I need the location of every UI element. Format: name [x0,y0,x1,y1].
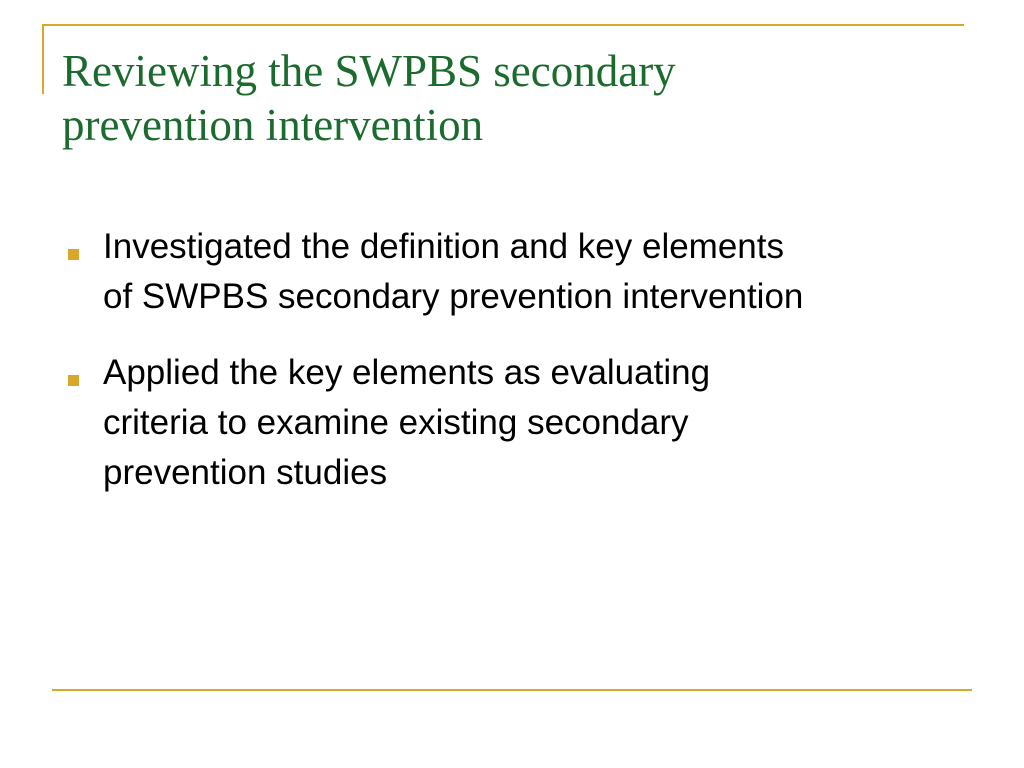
slide-title-line-1: Reviewing the SWPBS secondary [62,46,676,96]
bullet-2-line-1: Applied the key elements as evaluating [103,353,711,392]
square-bullet-icon [68,249,79,260]
square-bullet-icon [68,375,79,386]
bullet-item [62,222,982,322]
slide-title [62,44,962,152]
bullet-1-line-1: Investigated the definition and key elements [103,227,784,266]
bullet-list [62,222,982,524]
bullet-2-line-2: criteria to examine existing secondary [103,403,689,442]
bullet-item [62,348,982,498]
left-accent-line [42,24,44,94]
top-divider-line [42,24,964,26]
bullet-2-line-3: prevention studies [103,453,388,492]
bullet-text [103,222,982,322]
bullet-1-line-2: of SWPBS secondary prevention intervention [103,277,804,316]
bottom-divider-line [52,689,972,691]
slide-title-line-2: prevention intervention [62,100,484,150]
bullet-text [103,348,982,498]
